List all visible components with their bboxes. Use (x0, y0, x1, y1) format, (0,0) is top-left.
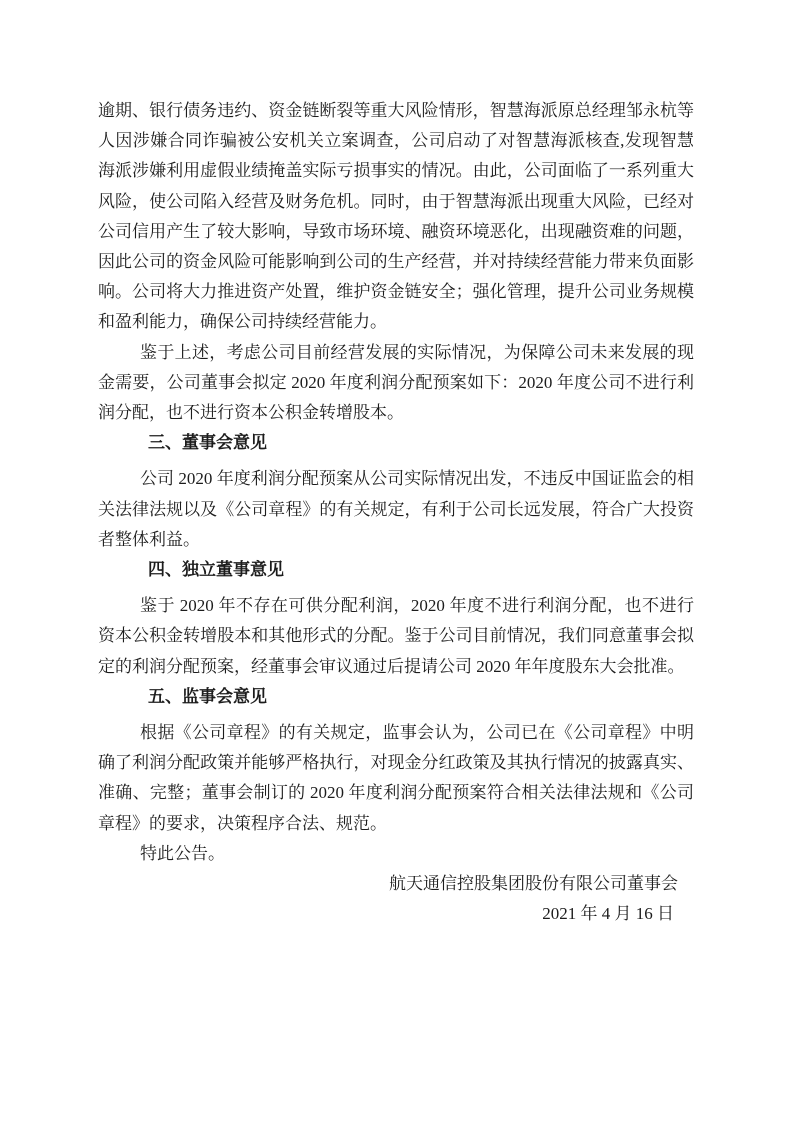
signature-company-board: 航天通信控股集团股份有限公司董事会 (389, 874, 678, 894)
document-content (98, 96, 694, 929)
paragraph-supervisory-board-opinion: 根据《公司章程》的有关规定，监事会认为，公司已在《公司章程》中明确了利润分配政策并能够严格执行，对现金分红政策及其执行情况的披露真实、准确、完整；董事会制订的 2020 年度利润分配预案符合相关法律法规和《公司章程》的要求，决策程序合法、规范。 (98, 723, 694, 833)
heading-supervisory-board-opinion: 五、监事会意见 (148, 686, 267, 706)
closing-announcement: 特此公告。 (140, 843, 225, 863)
paragraph-profit-distribution-plan: 鉴于上述，考虑公司目前经营发展的实际情况，为保障公司未来发展的现金需要，公司董事会拟定 2020 年度利润分配预案如下：2020 年度公司不进行利润分配，也不进行资本公积金转增股本。 (98, 342, 694, 423)
paragraph-risk-continued: 逾期、银行债务违约、资金链断裂等重大风险情形，智慧海派原总经理邹永杭等人因涉嫌合同诈骗被公安机关立案调查，公司启动了对智慧海派核查,发现智慧海派涉嫌利用虚假业绩掩盖实际亏损事实的情况。由此，公司面临了一系列重大风险，使公司陷入经营及财务危机。同时，由于智慧海派出现重大风险，已经对公司信用产生了较大影响，导致市场环境、融资环境恶化，出现融资难的问题，因此公司的资金风险可能影响到公司的生产经营，并对持续经营能力带来负面影响。公司将大力推进资产处置，维护资金链安全；强化管理，提升公司业务规模和盈利能力，确保公司持续经营能力。 (98, 101, 694, 332)
signature-date: 2021 年 4 月 16 日 (542, 904, 674, 924)
paragraph-board-opinion: 公司 2020 年度利润分配预案从公司实际情况出发，不违反中国证监会的相关法律法规以及《公司章程》的有关规定，有利于公司长远发展，符合广大投资者整体利益。 (98, 469, 694, 549)
heading-independent-directors-opinion: 四、独立董事意见 (148, 560, 284, 580)
heading-board-opinion: 三、董事会意见 (148, 433, 267, 453)
paragraph-independent-directors-opinion: 鉴于 2020 年不存在可供分配利润，2020 年度不进行利润分配，也不进行资本公积金转增股本和其他形式的分配。鉴于公司目前情况，我们同意董事会拟定的利润分配预案，经董事会审议通过后提请公司 2020 年年度股东大会批准。 (98, 596, 694, 676)
